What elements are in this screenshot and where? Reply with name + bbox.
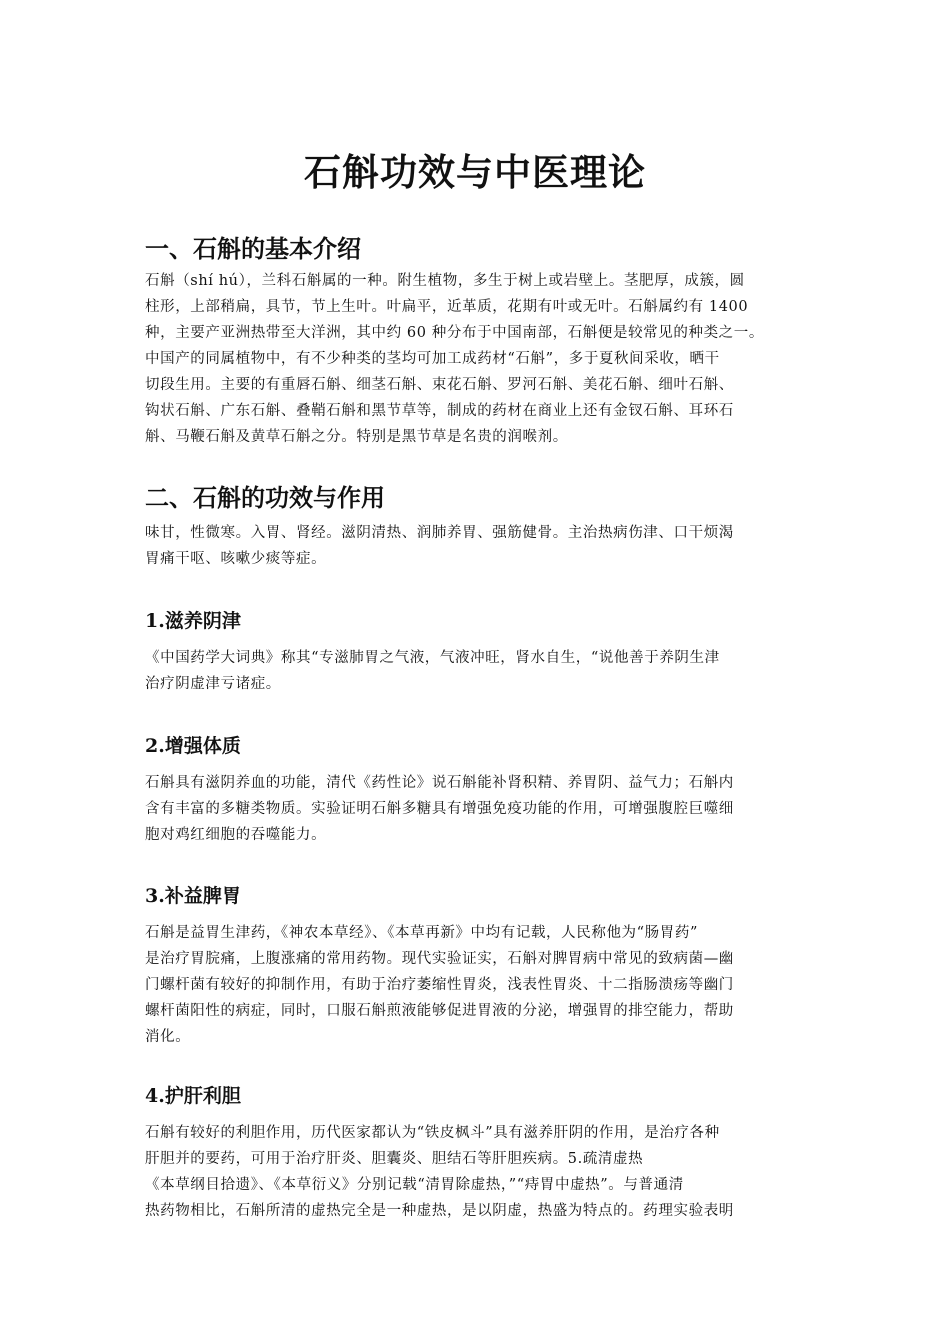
paragraph-line: 切段生用。主要的有重唇石斛、细茎石斛、束花石斛、罗河石斛、美花石斛、细叶石斛、 <box>145 377 734 393</box>
paragraph-line: 消化。 <box>145 1029 191 1045</box>
section-heading-basic-intro: 一、石斛的基本介绍 <box>145 234 361 263</box>
paragraph-line: 柱形，上部稍扁，具节，节上生叶。叶扁平，近革质，花期有叶或无叶。石斛属约有 1400 <box>145 299 749 315</box>
subsection-heading-2: 2.增强体质 <box>145 735 241 757</box>
paragraph-line: 胞对鸡红细胞的吞噬能力。 <box>145 827 327 843</box>
subsection-paragraph-4 <box>145 1120 810 1224</box>
paragraph-line: 斛、马鞭石斛及黄草石斛之分。特别是黑节草是名贵的润喉剂。 <box>145 429 568 445</box>
paragraph-line: 种，主要产亚洲热带至大洋洲，其中约 60 种分布于中国南部，石斛便是较常见的种类之一。 <box>145 325 764 341</box>
paragraph-line: 门螺杆菌有较好的抑制作用，有助于治疗萎缩性胃炎，浅表性胃炎、十二指肠溃疡等幽门 <box>145 977 734 993</box>
paragraph-line: 胃痛干呕、咳嗽少痰等症。 <box>145 551 327 567</box>
subsection-paragraph-1 <box>145 645 810 697</box>
paragraph-line: 中国产的同属植物中，有不少种类的茎均可加工成药材“石斛”，多于夏秋间采收，晒干 <box>145 351 720 367</box>
paragraph-line: 钩状石斛、广东石斛、叠鞘石斛和黑节草等，制成的药材在商业上还有金钗石斛、耳环石 <box>145 403 734 419</box>
subsection-heading-1: 1.滋养阴津 <box>145 610 241 632</box>
subsection-heading-3: 3.补益脾胃 <box>145 885 241 907</box>
paragraph-line: 味甘，性微寒。入胃、肾经。滋阴清热、润肺养胃、强筋健骨。主治热病伤津、口干烦渴 <box>145 525 734 541</box>
paragraph-line: 《本草纲目拾遗》、《本草衍义》分别记载“清胃除虚热，”“痔胃中虚热”。与普通清 <box>145 1177 684 1193</box>
page-title: 石斛功效与中医理论 <box>304 150 646 194</box>
paragraph-line: 含有丰富的多糖类物质。实验证明石斛多糖具有增强免疫功能的作用，可增强腹腔巨噬细 <box>145 801 734 817</box>
paragraph-line: 石斛具有滋阴养血的功能，清代《药性论》说石斛能补肾积精、养胃阴、益气力；石斛内 <box>145 775 734 791</box>
paragraph-line: 是治疗胃脘痛，上腹涨痛的常用药物。现代实验证实，石斛对脾胃病中常见的致病菌—幽 <box>145 951 734 967</box>
paragraph-line: 石斛（shí hú），兰科石斛属的一种。附生植物，多生于树上或岩壁上。茎肥厚，成簇，圆 <box>145 273 745 289</box>
section-heading-effects: 二、石斛的功效与作用 <box>145 483 385 512</box>
paragraph-line: 石斛有较好的利胆作用，历代医家都认为“铁皮枫斗”具有滋养肝阴的作用，是治疗各种 <box>145 1125 720 1141</box>
subsection-paragraph-3 <box>145 920 810 1050</box>
paragraph-line: 热药物相比，石斛所清的虚热完全是一种虚热，是以阴虚，热盛为特点的。药理实验表明 <box>145 1203 734 1219</box>
paragraph-line: 石斛是益胃生津药，《神农本草经》、《本草再新》中均有记载，人民称他为“肠胃药” <box>145 925 698 941</box>
subsection-heading-4: 4.护肝利胆 <box>145 1085 241 1107</box>
paragraph-line: 肝胆并的要药，可用于治疗肝炎、胆囊炎、胆结石等肝胆疾病。5.疏清虚热 <box>145 1151 644 1167</box>
paragraph-line: 治疗阴虚津亏诸症。 <box>145 676 281 692</box>
section-paragraph-effects <box>145 520 810 572</box>
section-paragraph-basic-intro <box>145 268 810 450</box>
paragraph-line: 螺杆菌阳性的病症，同时，口服石斛煎液能够促进胃液的分泌，增强胃的排空能力，帮助 <box>145 1003 734 1019</box>
subsection-paragraph-2 <box>145 770 810 848</box>
paragraph-line: 《中国药学大词典》称其“专滋肺胃之气液，气液冲旺，肾水自生，“说他善于养阴生津 <box>145 650 720 666</box>
